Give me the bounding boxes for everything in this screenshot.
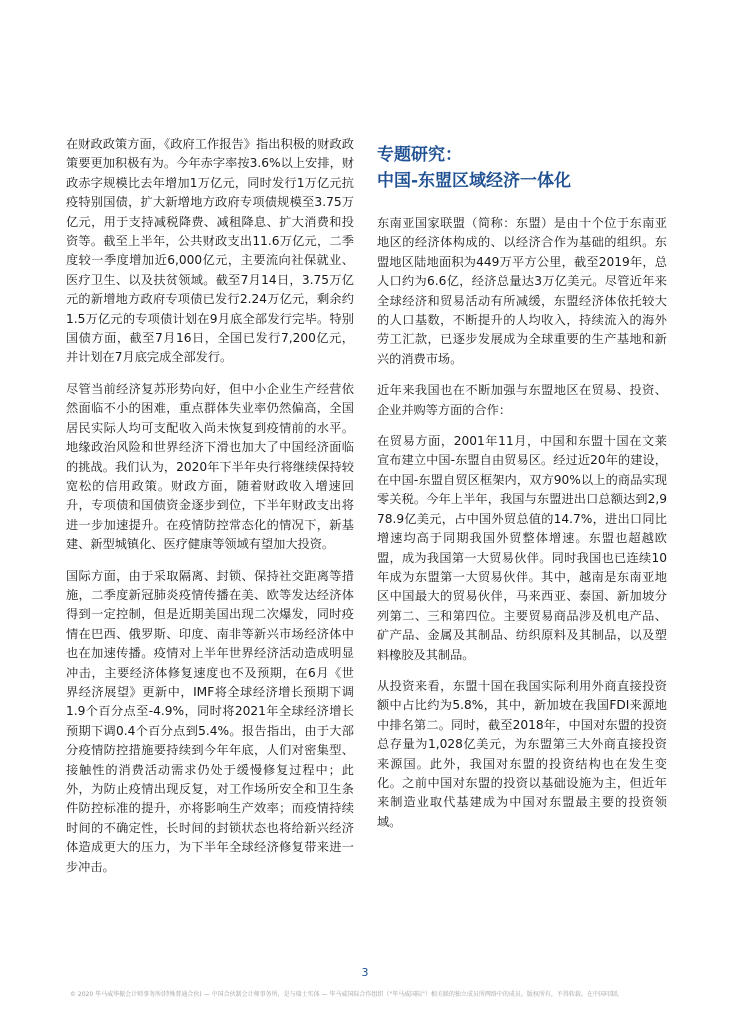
footer-copyright: © 2020 毕马威华振会计师事务所(特殊普通合伙) — 中国合伙制会计师事务所，是与瑞士实体 — 毕马威国际合作组织（"毕马威国际"）相关联的独立成员所网络中的成员。版权所有，不得转载。在中国印制。 bbox=[70, 991, 623, 998]
paragraph-cooperation: 近年来我国也在不断加强与东盟地区在贸易、投资、企业并购等方面的合作： bbox=[377, 383, 667, 417]
paragraph-outlook: 尽管当前经济复苏形势向好，但中小企业生产经营依然面临不小的困难，重点群体失业率仍然偏高，全国居民实际人均可支配收入尚未恢复到疫情前的水平。地缘政治风险和世界经济下滑也加大了中国经济面临的挑战。我们认为，2020年下半年央行将继续保持较宽松的信用政策。财政方面，随着财政收入增速回升，专项债和国债资金逐步到位，下半年财政支出将进一步加速提升。在疫情防控常态化的情况下，新基建、新型城镇化、医疗健康等领域有望加大投资。 bbox=[66, 381, 354, 552]
paragraph-investment: 从投资来看，东盟十国在我国实际利用外商直接投资额中占比约为5.8%，其中，新加坡在我国FDI来源地中排名第二。同时，截至2018年，中国对东盟的投资总存量为1,028亿美元，为东盟第三大外商直接投资来源国。此外，我国对东盟的投资结构也在发生变化。之前中国对东盟的投资以基础设施为主，但近年来制造业取代基建成为中国对东盟最主要的投资领域。 bbox=[377, 678, 667, 829]
page-number: 3 bbox=[361, 966, 369, 979]
special-title-line2: 中国-东盟区域经济一体化 bbox=[377, 171, 572, 191]
right-column bbox=[377, 142, 667, 844]
paragraph-international: 国际方面，由于采取隔离、封锁、保持社交距离等措施，二季度新冠肺炎疫情传播在美、欧等发达经济体得到一定控制，但是近期美国出现二次爆发，同时疫情在巴西、俄罗斯、印度、南非等新兴市场经济体中也在加速传播。疫情对上半年世界经济活动造成明显冲击，主要经济体修复速度也不及预期，在6月《世界经济展望》更新中，IMF将全球经济增长预期下调1.9个百分点至-4.9%，同时将2021年全球经济增长预期下调0.4个百分点到5.4%。报告指出，由于大部分疫情防控措施要持续到今年年底，人们对密集型、接触性的消费活动需求仍处于缓慢修复过程中；此外，为防止疫情出现反复，对工作场所安全和卫生条件防控标准的提升，亦将影响生产效率；而疫情持续时间的不确定性，长时间的封锁状态也将给新兴经济体造成更大的压力，为下半年全球经济修复带来进一步冲击。 bbox=[66, 568, 354, 874]
left-column bbox=[66, 135, 354, 889]
special-title-line1: 专题研究： bbox=[377, 145, 462, 165]
paragraph-asean-intro: 东南亚国家联盟（简称：东盟）是由十个位于东南亚地区的经济体构成的、以经济合作为基础的组织。东盟地区陆地面积为449万平方公里，截至2019年，总人口约为6.6亿，经济总量达3万亿美元。尽管近年来全球经济和贸易活动有所减缓，东盟经济体依托较大的人口基数，不断提升的人均收入，持续流入的海外劳工汇款，已逐步发展成为全球重要的生产基地和新兴的消费市场。 bbox=[377, 216, 667, 366]
paragraph-trade: 在贸易方面，2001年11月，中国和东盟十国在文莱宣布建立中国-东盟自由贸易区。经过近20年的建设，在中国-东盟自贸区框架内，双方90%以上的商品实现零关税。今年上半年，我国与东盟进出口总额达到2,978.9亿美元，占中国外贸总值的14.7%，进出口同比增速均高于同期我国外贸整体增速。东盟也超越欧盟，成为我国第一大贸易伙伴。同时我国也已连续10年成为东盟第一大贸易伙伴。其中，越南是东南亚地区中国最大的贸易伙伴，马来西亚、泰国、新加坡分列第二、三和第四位。主要贸易商品涉及机电产品、矿产品、金属及其制品、纺织原料及其制品，以及塑料橡胶及其制品。 bbox=[377, 434, 667, 662]
paragraph-fiscal-policy: 在财政政策方面，《政府工作报告》指出积极的财政政策要更加积极有为。今年赤字率按3.6%以上安排，财政赤字规模比去年增加1万亿元，同时发行1万亿元抗疫特别国债，扩大新增地方政府专项债规模至3.75万亿元，用于支持减税降费、减租降息、扩大消费和投资等。截至上半年，公共财政支出11.6万亿元，二季度较一季度增加近6,000亿元，主要流向社保就业、医疗卫生、以及扶贫领域。截至7月14日，3.75万亿元的新增地方政府专项债已发行2.24万亿元，剩余约1.5万亿元的专项债计划在9月底全部发行完毕。特别国债方面，截至7月16日，全国已发行7,200亿元，并计划在7月底完成全部发行。 bbox=[66, 137, 354, 365]
